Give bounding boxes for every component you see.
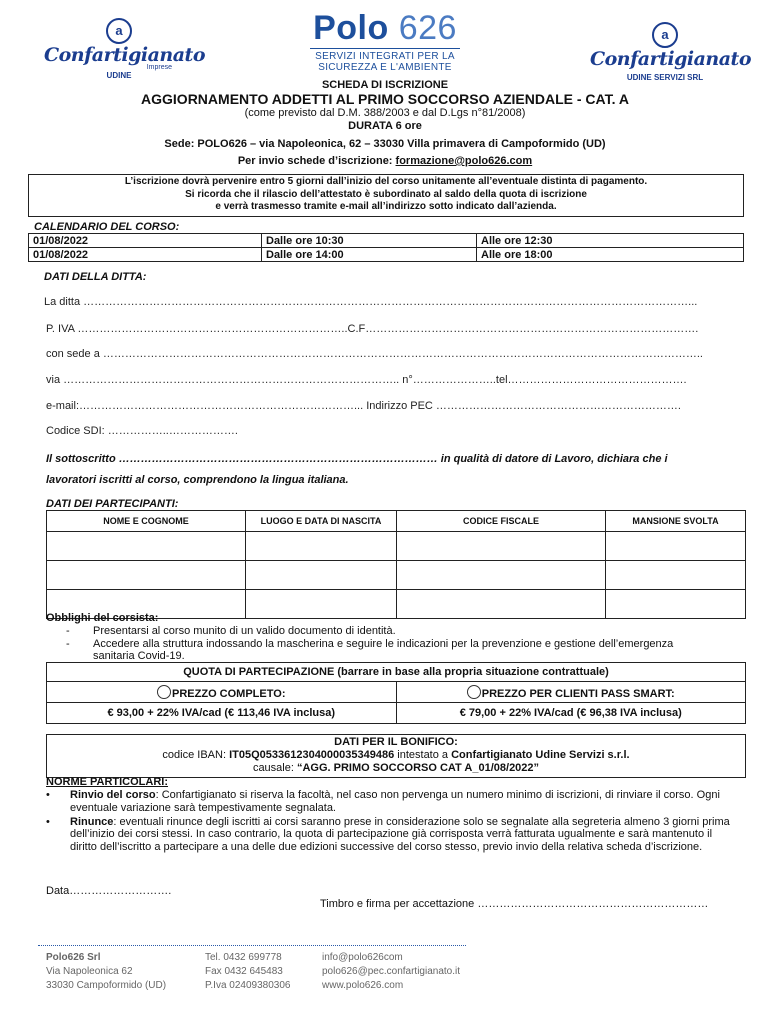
list-item: - Presentarsi al corso munito di un valido documento di identità. bbox=[66, 625, 396, 637]
partecipanti-label: DATI DEI PARTECIPANTI: bbox=[46, 498, 179, 510]
invio-line bbox=[0, 155, 770, 167]
calendar-to: Alle ore 18:00 bbox=[477, 248, 744, 262]
participant-birth-cell[interactable] bbox=[246, 561, 397, 590]
calendar-date: 01/08/2022 bbox=[29, 234, 262, 248]
col-header: CODICE FISCALE bbox=[397, 511, 606, 532]
logo-left-brand: Confartigianato bbox=[44, 44, 205, 66]
notice-line1: L’iscrizione dovrà pervenire entro 5 giorni dall’inizio del corso unitamente all’eventuale distinta di pagamento. bbox=[124, 176, 648, 187]
table-row bbox=[47, 682, 746, 703]
notice-box bbox=[28, 174, 744, 217]
notice-line3: e verrà trasmesso tramite e-mail all’indirizzo sotto indicato dall’azienda. bbox=[215, 201, 557, 212]
calendar-to: Alle ore 12:30 bbox=[477, 234, 744, 248]
participant-name-cell[interactable] bbox=[47, 532, 246, 561]
list-item: - Accedere alla struttura indossando la mascherina e seguire le indicazioni per la prevenzione e gestione dell’emergenza bbox=[66, 637, 674, 650]
sede-field[interactable]: con sede a ……………………………………………………………………………………………………………………………………………….. bbox=[46, 348, 703, 360]
calendar-date: 01/08/2022 bbox=[29, 248, 262, 262]
via-field[interactable]: via ……………………………………………………………………………….. n°…………………..tel…………………………………………. bbox=[46, 374, 687, 386]
sede: Sede: POLO626 – via Napoleonica, 62 – 33030 Villa primavera di Campoformido (UD) bbox=[164, 138, 606, 150]
participant-role-cell[interactable] bbox=[606, 590, 746, 619]
radio-icon[interactable] bbox=[157, 685, 171, 699]
polo-name: Polo bbox=[313, 9, 389, 47]
polo-sub-line1: SERVIZI INTEGRATI PER LA bbox=[315, 51, 455, 62]
quota-title: QUOTA DI PARTECIPAZIONE (barrare in base alla propria situazione contrattuale) bbox=[47, 663, 746, 682]
invio-email-link[interactable]: formazione@polo626.com bbox=[395, 155, 533, 167]
option-prezzo-completo[interactable]: PREZZO COMPLETO: bbox=[47, 682, 397, 703]
price-completo: € 93,00 + 22% IVA/cad (€ 113,46 IVA inclusa) bbox=[47, 703, 397, 724]
table-row bbox=[47, 561, 746, 590]
participant-role-cell[interactable] bbox=[606, 561, 746, 590]
calendar-table bbox=[28, 233, 744, 262]
participant-cf-cell[interactable] bbox=[397, 561, 606, 590]
partecipanti-table bbox=[46, 510, 746, 619]
logo-left-place: UDINE bbox=[106, 71, 132, 80]
ditta-label: DATI DELLA DITTA: bbox=[44, 271, 147, 283]
footer-col2: Tel. 0432 699778 Fax 0432 645483 P.Iva 02409380306 bbox=[205, 952, 291, 991]
confartigianato-udine-logo bbox=[44, 18, 205, 80]
footer-col1: Polo626 Srl Via Napoleonica 62 33030 Campoformido (UD) bbox=[46, 952, 167, 991]
page-subtitle: (come previsto dal D.M. 388/2003 e dal D.Lgs n°81/2008) bbox=[244, 107, 526, 119]
obblighi-label: Obblighi del corsista: bbox=[46, 612, 159, 624]
table-row bbox=[47, 703, 746, 724]
logo-right-brand: Confartigianato bbox=[590, 48, 751, 70]
participant-cf-cell[interactable] bbox=[397, 590, 606, 619]
table-header-row bbox=[47, 511, 746, 532]
price-pass-smart: € 79,00 + 22% IVA/cad (€ 96,38 IVA inclusa) bbox=[396, 703, 746, 724]
participant-name-cell[interactable] bbox=[47, 561, 246, 590]
confartigianato-emblem-icon: a bbox=[106, 18, 132, 44]
participant-role-cell[interactable] bbox=[606, 532, 746, 561]
invio-label: Per invio schede d’iscrizione: bbox=[237, 155, 396, 167]
duration: DURATA 6 ore bbox=[348, 120, 422, 132]
obblighi-list bbox=[66, 625, 746, 663]
col-header: LUOGO E DATA DI NASCITA bbox=[246, 511, 397, 532]
data-field[interactable]: Data………………………. bbox=[46, 885, 172, 897]
table-row bbox=[29, 248, 744, 262]
confartigianato-emblem-icon: a bbox=[652, 22, 678, 48]
list-item: sanitaria Covid-19. bbox=[93, 650, 185, 662]
participant-birth-cell[interactable] bbox=[246, 532, 397, 561]
list-item: • Rinvio del corso: Confartigianato si riserva la facoltà, nel caso non pervenga un numero minimo di iscrizioni, di rinviare il corso. Ogni eventuale variazione sarà tempestivamente segnalata. bbox=[46, 789, 720, 814]
footer-divider bbox=[38, 945, 466, 946]
norme-label: NORME PARTICOLARI: bbox=[46, 776, 169, 788]
list-item: • Rinunce: eventuali rinunce degli iscritti ai corsi saranno prese in considerazione solo se segnalate alla segreteria almeno 3 giorni prima dell’inizio dei corsi stessi. In caso contrario, la quota di partecipazione già corrisposta verrà fatturata ugualmente e sarà mantenuto il diritto dell’iscritto a partecipare a una delle due edizioni successive del corso stesso, previo invio della relativa scheda d’iscrizione. bbox=[46, 815, 730, 854]
iban-code: IT05Q0533612304000035349486 bbox=[229, 749, 395, 761]
table-row bbox=[47, 532, 746, 561]
email-pec-field[interactable]: e-mail:…………………………………………………………………... Indirizzo PEC …………………………………………………………. bbox=[46, 400, 681, 412]
calendar-from: Dalle ore 10:30 bbox=[262, 234, 477, 248]
sdi-field[interactable]: Codice SDI: ……………..………………. bbox=[46, 425, 238, 437]
sottoscritto-line2: lavoratori iscritti al corso, comprendono la lingua italiana. bbox=[46, 474, 349, 486]
quota-table bbox=[46, 662, 746, 724]
piva-cf-field[interactable]: P. IVA ………………………………………………………………..C.F………………………………………………………………………………. bbox=[46, 323, 699, 335]
participant-birth-cell[interactable] bbox=[246, 590, 397, 619]
confartigianato-servizi-logo bbox=[590, 22, 751, 82]
calendar-label: CALENDARIO DEL CORSO: bbox=[34, 221, 180, 233]
table-row bbox=[29, 234, 744, 248]
bonifico-title: DATI PER IL BONIFICO: bbox=[334, 736, 458, 748]
notice-line2: Si ricorda che il rilascio dell’attestato è subordinato al saldo della quota di iscrizione bbox=[185, 188, 587, 200]
polo-sub-line2: SICUREZZA E L'AMBIENTE bbox=[318, 62, 452, 73]
calendar-from: Dalle ore 14:00 bbox=[262, 248, 477, 262]
bonifico-box bbox=[46, 734, 746, 778]
timbro-firma-field[interactable]: Timbro e firma per accettazione ……………………………………………………… bbox=[320, 898, 709, 910]
option-pass-smart[interactable]: PREZZO PER CLIENTI PASS SMART: bbox=[396, 682, 746, 703]
norme-list bbox=[46, 789, 730, 854]
logo-right-place: UDINE SERVIZI SRL bbox=[626, 73, 704, 82]
table-row bbox=[47, 663, 746, 682]
ditta-name-field[interactable]: La ditta …………………………………………………………………………………………………………………………………………………... bbox=[44, 296, 698, 308]
col-header: NOME E COGNOME bbox=[47, 511, 246, 532]
polo-number: 626 bbox=[398, 9, 457, 47]
causale-line: causale: “AGG. PRIMO SOCCORSO CAT A_01/08/2022” bbox=[252, 762, 540, 774]
radio-icon[interactable] bbox=[467, 685, 481, 699]
polo626-logo bbox=[300, 10, 470, 73]
scheda-label: SCHEDA DI ISCRIZIONE bbox=[321, 79, 449, 91]
footer-col3: info@polo626com polo626@pec.confartigianato.it www.polo626.com bbox=[322, 952, 461, 991]
sottoscritto-line[interactable]: Il sottoscritto …………………………………………………………………………… in qualità di datore di Lavoro, dichiara che i bbox=[46, 453, 668, 465]
page-title: AGGIORNAMENTO ADDETTI AL PRIMO SOCCORSO AZIENDALE - CAT. A bbox=[141, 91, 629, 107]
participant-cf-cell[interactable] bbox=[397, 532, 606, 561]
col-header: MANSIONE SVOLTA bbox=[606, 511, 746, 532]
iban-line: codice IBAN: IT05Q0533612304000035349486 intestato a Confartigianato Udine Servizi s.r.l. bbox=[162, 749, 630, 761]
logo-left-sub: Imprese bbox=[146, 64, 172, 71]
